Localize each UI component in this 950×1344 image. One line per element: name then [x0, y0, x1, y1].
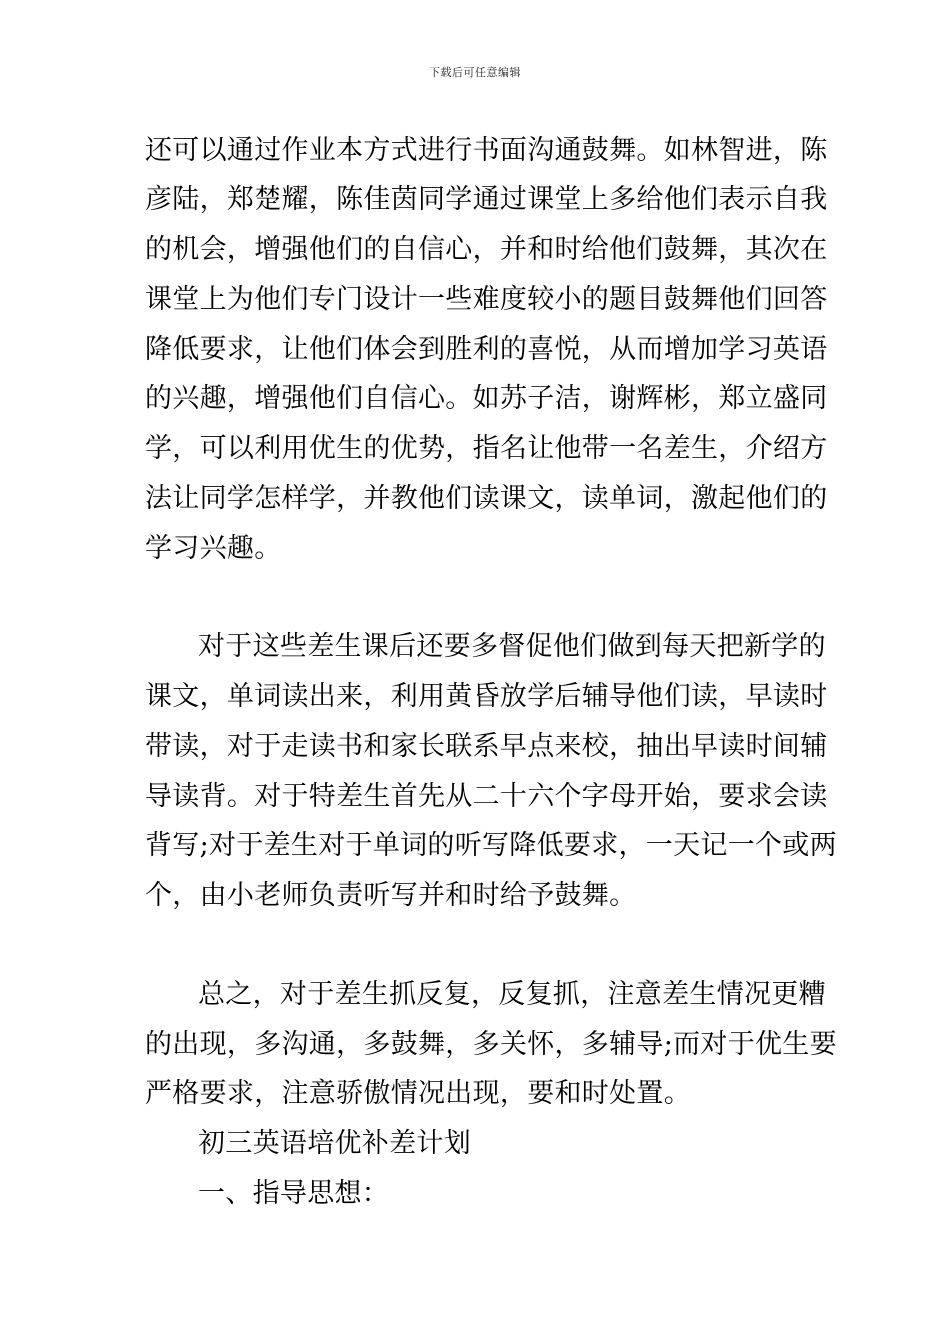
- text-line: 学习兴趣。: [145, 533, 282, 564]
- subsection-title: 一、指导思想：: [198, 1178, 390, 1209]
- text-line: 带读，对于走读书和家长联系早点来校，抽出早读时间辅: [145, 731, 828, 762]
- text-line: 背写;对于差生对于单词的听写降低要求，一天记一个或两: [145, 830, 837, 861]
- text-line: 对于这些差生课后还要多督促他们做到每天把新学的: [198, 631, 826, 662]
- text-line: 导读背。对于特差生首先从二十六个字母开始，要求会读: [145, 781, 828, 812]
- text-line: 总之，对于差生抓反复，反复抓，注意差生情况更糟: [198, 979, 826, 1010]
- text-line: 还可以通过作业本方式进行书面沟通鼓舞。如林智进，陈: [145, 135, 828, 166]
- text-line: 法让同学怎样学，并教他们读课文，读单词，激起他们的: [145, 483, 828, 514]
- text-line: 降低要求，让他们体会到胜利的喜悦，从而增加学习英语: [145, 334, 828, 365]
- text-line: 的出现，多沟通，多鼓舞，多关怀，多辅导;而对于优生要: [145, 1029, 837, 1060]
- text-line: 个，由小老师负责听写并和时给予鼓舞。: [145, 880, 637, 911]
- text-line: 课堂上为他们专门设计一些难度较小的题目鼓舞他们回答: [145, 284, 828, 315]
- text-line: 严格要求，注意骄傲情况出现，要和时处置。: [145, 1078, 691, 1109]
- text-line: 学，可以利用优生的优势，指名让他带一名差生，介绍方: [145, 433, 828, 464]
- section-title: 初三英语培优补差计划: [198, 1128, 471, 1159]
- page-header: 下载后可任意编辑: [429, 66, 521, 79]
- text-line: 课文，单词读出来，利用黄昏放学后辅导他们读，早读时: [145, 681, 828, 712]
- text-line: 彦陆，郑楚耀，陈佳茵同学通过课堂上多给他们表示自我: [145, 184, 828, 215]
- text-line: 的兴趣，增强他们自信心。如苏子洁，谢辉彬，郑立盛同: [145, 383, 828, 414]
- text-line: 的机会，增强他们的自信心，并和时给他们鼓舞，其次在: [145, 234, 828, 265]
